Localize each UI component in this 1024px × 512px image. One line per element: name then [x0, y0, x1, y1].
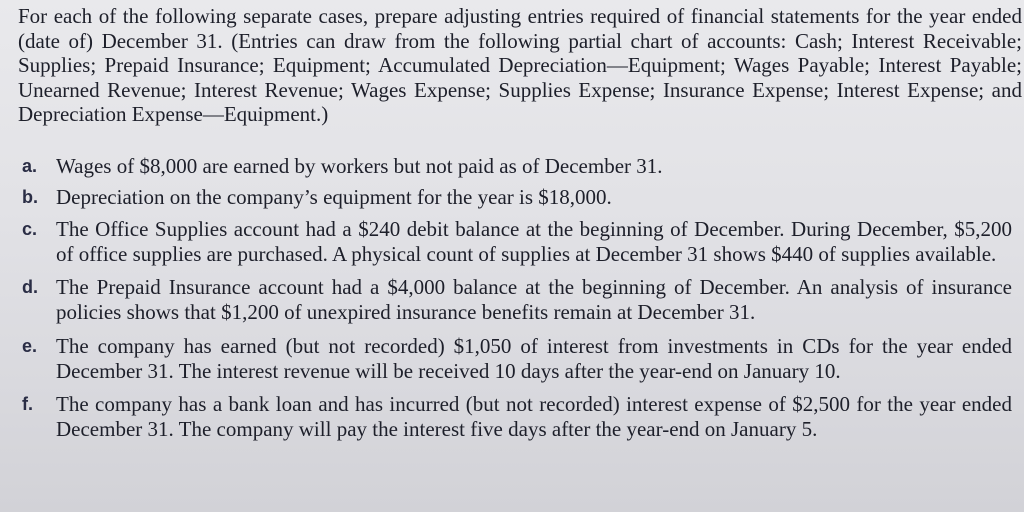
- case-letter: a.: [22, 156, 38, 176]
- case-letter: e.: [22, 336, 38, 356]
- case-item-c: [22, 217, 1012, 266]
- case-text: Depreciation on the company’s equipment for the year is $18,000.: [56, 184, 612, 209]
- case-letter: c.: [22, 219, 38, 239]
- case-text: The Prepaid Insurance account had a $4,000 balance at the beginning of December. An analysis of insurance policies shows that $1,200 of unexpired insurance benefits remain at December 31.: [56, 275, 1012, 324]
- case-item-d: [22, 275, 1012, 324]
- case-item-a: [22, 154, 1012, 179]
- case-item-b: [22, 185, 1012, 210]
- case-text: The Office Supplies account had a $240 debit balance at the beginning of December. During December, $5,200 of office supplies are purchased. A physical count of supplies at December 31 shows $440 of supplies available.: [56, 217, 1012, 266]
- case-item-f: [22, 392, 1012, 441]
- case-list: [22, 150, 1012, 441]
- case-item-e: [22, 334, 1012, 383]
- case-text: The company has a bank loan and has incurred (but not recorded) interest expense of $2,500 for the year ended December 31. The company will pay the interest five days after the year-end on January 5.: [56, 392, 1012, 441]
- case-letter: d.: [22, 277, 38, 297]
- case-text: The company has earned (but not recorded) $1,050 of interest from investments in CDs for the year ended December 31. The interest revenue will be received 10 days after the year-end on January 10.: [56, 334, 1012, 383]
- case-letter: f.: [22, 394, 33, 414]
- problem-instructions: For each of the following separate cases, prepare adjusting entries required of financial statements for the year ended (date of) December 31. (Entries can draw from the following partial chart of accounts: Cash; Interest Receivable; Supplies; Prepaid Insurance; Equipment; Accumulated Depreciation—Equipment; Wages Payable; Interest Payable; Unearned Revenue; Interest Revenue; Wages Expense; Supplies Expense; Insurance Expense; Interest Expense; and Depreciation Expense—Equipment.): [18, 4, 1022, 126]
- case-letter: b.: [22, 186, 38, 207]
- case-text: Wages of $8,000 are earned by workers but not paid as of December 31.: [56, 154, 663, 178]
